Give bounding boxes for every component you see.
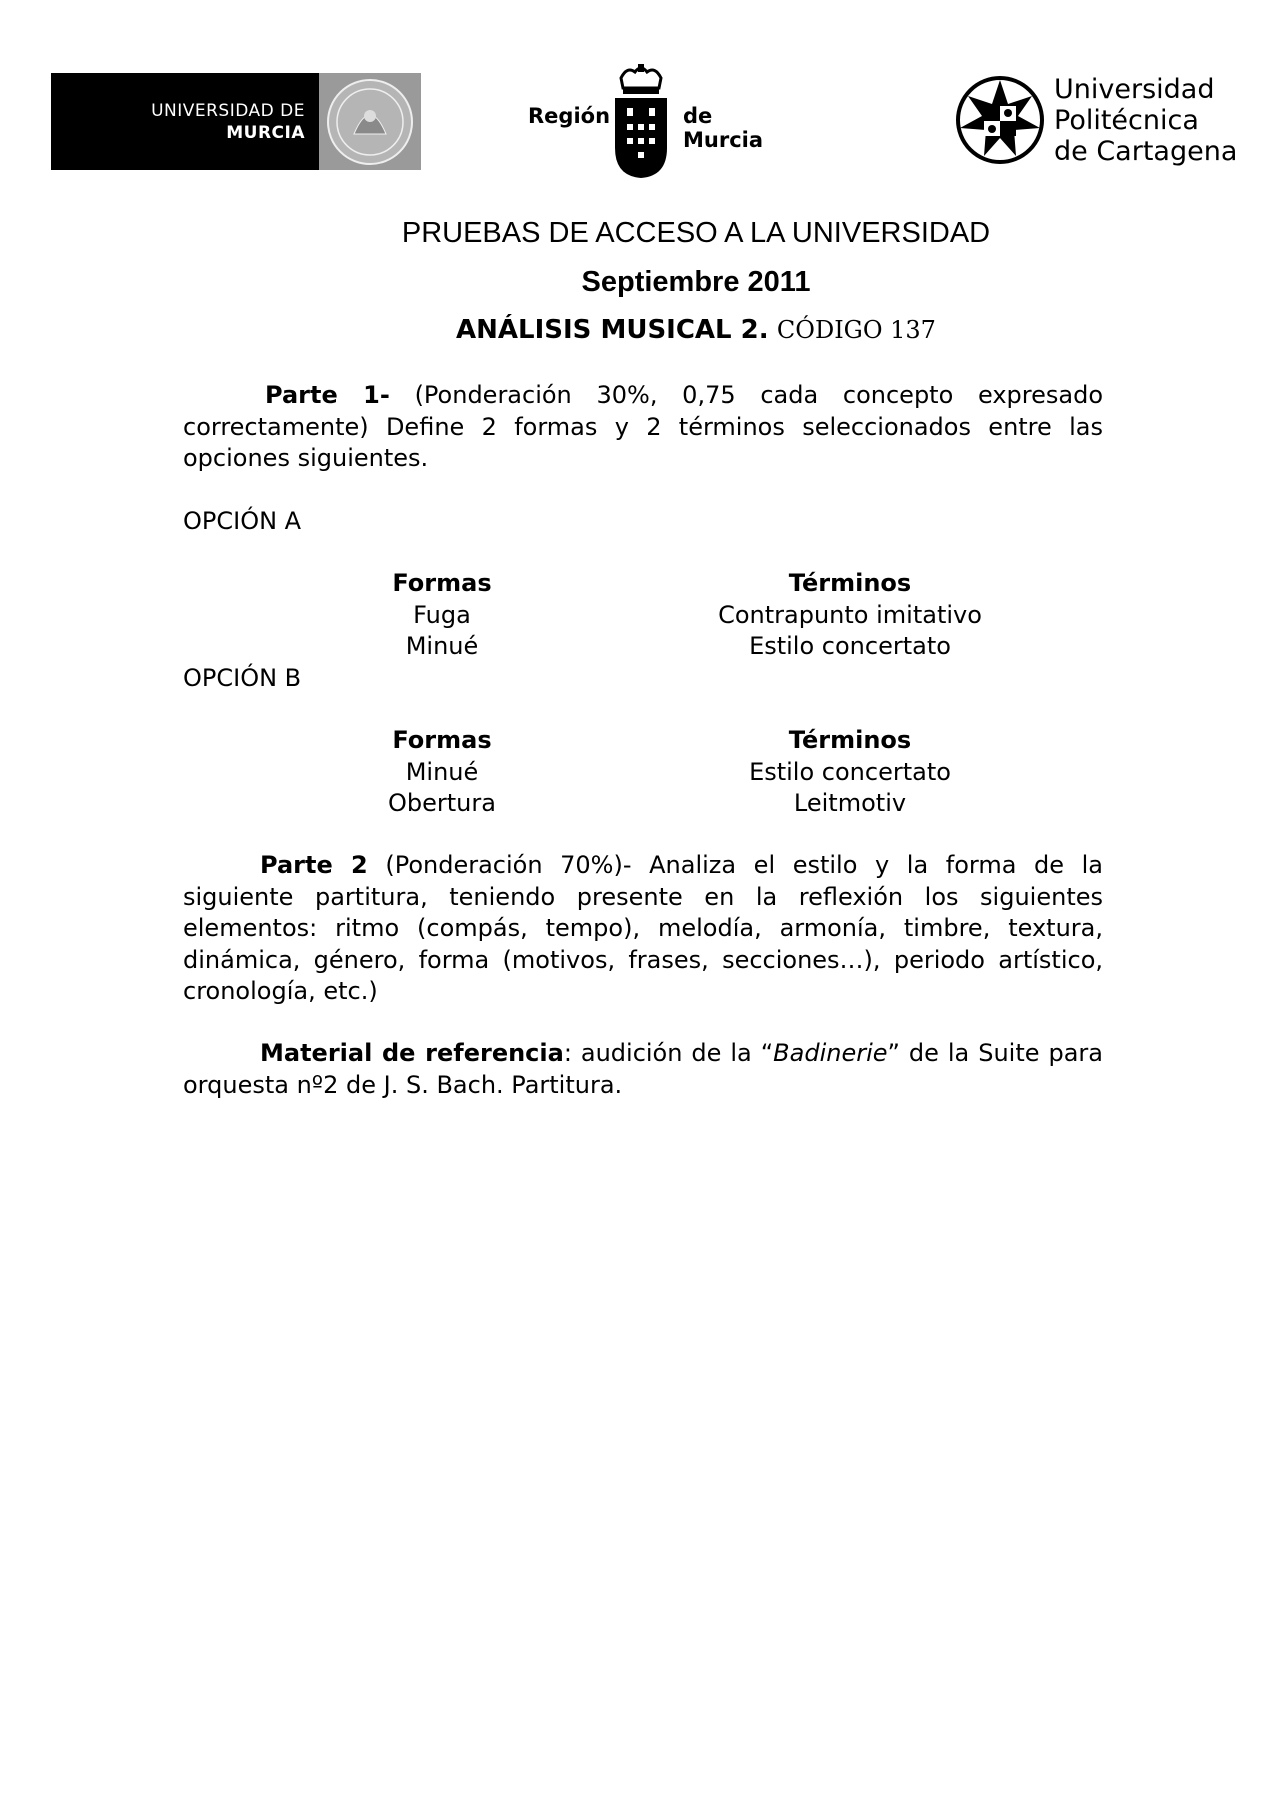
upct-logo <box>954 74 1254 170</box>
upct-seal-icon <box>954 74 1046 166</box>
upct-logo-line2: Politécnica <box>1054 105 1199 136</box>
rm-logo-left-text: Región <box>528 104 611 128</box>
opcion-b-termino-item: Estilo concertato <box>749 757 951 786</box>
opcion-a-terminos <box>700 568 1000 663</box>
parte1-text: (Ponderación 30%, 0,75 cada concepto expresado correctamente) Define 2 formas y 2 términos seleccionados entre las opciones siguientes. <box>183 381 1103 472</box>
material-label: Material de referencia <box>260 1039 564 1067</box>
material-work-title: Badinerie <box>773 1039 888 1067</box>
exam-date: Septiembre 2011 <box>581 266 811 298</box>
um-logo-line2: MURCIA <box>226 122 305 143</box>
opcion-a-termino-item: Estilo concertato <box>749 632 951 660</box>
exam-code: CÓDIGO 137 <box>776 316 936 344</box>
parte2-text: (Ponderación 70%)- Analiza el estilo y la forma de la siguiente partitura, teniendo presente en la reflexión los siguientes elementos: ritmo (compás, tempo), melodía, armonía, timbre, textura, dinámica, género, forma (motivos, frases, secciones…), periodo artístico, cronología, etc.) <box>183 851 1103 1005</box>
material-paragraph <box>183 1038 1103 1101</box>
opcion-b-terminos-heading: Términos <box>788 726 912 754</box>
opcion-b-terminos <box>700 725 1000 820</box>
exam-subject-line <box>0 315 1280 345</box>
opcion-b-forma-item: Minué <box>405 757 479 786</box>
region-de-murcia-logo <box>528 64 798 180</box>
opcion-b-formas-heading: Formas <box>392 726 492 754</box>
universidad-de-murcia-logo <box>51 73 421 170</box>
opcion-a-forma-item: Fuga <box>413 600 471 629</box>
exam-title: PRUEBAS DE ACCESO A LA UNIVERSIDAD <box>401 217 991 249</box>
opcion-a-terminos-heading: Términos <box>788 569 912 597</box>
rm-logo-right-text: de Murcia <box>683 104 764 152</box>
parte2-paragraph <box>183 850 1103 1008</box>
upct-logo-line3: de Cartagena <box>1054 136 1238 167</box>
um-seal-icon <box>319 73 421 170</box>
parte1-paragraph <box>183 380 1103 475</box>
exam-subject: ANÁLISIS MUSICAL 2. <box>456 315 769 345</box>
opcion-b-termino-item: Leitmotiv <box>793 789 907 817</box>
opcion-a-termino-item: Contrapunto imitativo <box>718 600 982 629</box>
parte1-label: Parte 1- <box>265 381 390 409</box>
material-text-after: ” de la Suite para orquesta nº2 de J. S. Bach. Partitura. <box>183 1039 1103 1099</box>
murcia-shield-icon <box>611 64 671 180</box>
material-text-before: : audición de la “ <box>563 1039 774 1067</box>
opcion-b-forma-item: Obertura <box>388 789 496 817</box>
um-logo-line1: UNIVERSIDAD DE <box>151 100 305 121</box>
opcion-a-label: OPCIÓN A <box>183 507 302 535</box>
opcion-a-formas-heading: Formas <box>392 569 492 597</box>
um-logo-text <box>51 73 319 170</box>
opcion-b-label: OPCIÓN B <box>183 664 302 692</box>
upct-logo-line1: Universidad <box>1054 74 1215 105</box>
upct-logo-text <box>1054 74 1237 167</box>
opcion-a-forma-item: Minué <box>405 632 479 660</box>
parte2-label: Parte 2 <box>260 851 368 879</box>
opcion-a-formas <box>342 568 542 663</box>
page-header <box>0 0 1280 180</box>
opcion-b-formas <box>342 725 542 820</box>
